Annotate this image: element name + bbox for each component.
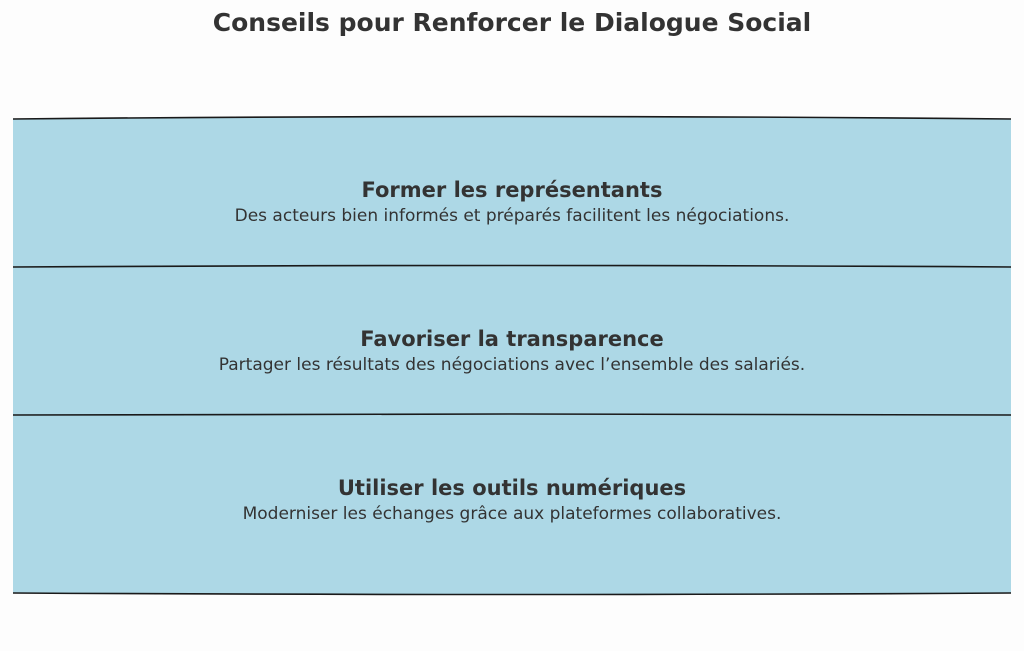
band-3-description: Moderniser les échanges grâce aux plateformes collaboratives. [242,504,782,524]
band-2-title: Favoriser la transparence [360,327,664,351]
band-3-title: Utiliser les outils numériques [337,476,687,500]
band-3-text [13,474,1011,526]
band-1-description: Des acteurs bien informés et préparés facilitent les négociations. [234,206,790,226]
page-title: Conseils pour Renforcer le Dialogue Social [212,8,812,37]
band-2-text [13,325,1011,377]
band-2-description: Partager les résultats des négociations avec l’ensemble des salariés. [218,355,806,375]
band-1-text [13,176,1011,228]
band-1-title: Former les représentants [361,178,663,202]
